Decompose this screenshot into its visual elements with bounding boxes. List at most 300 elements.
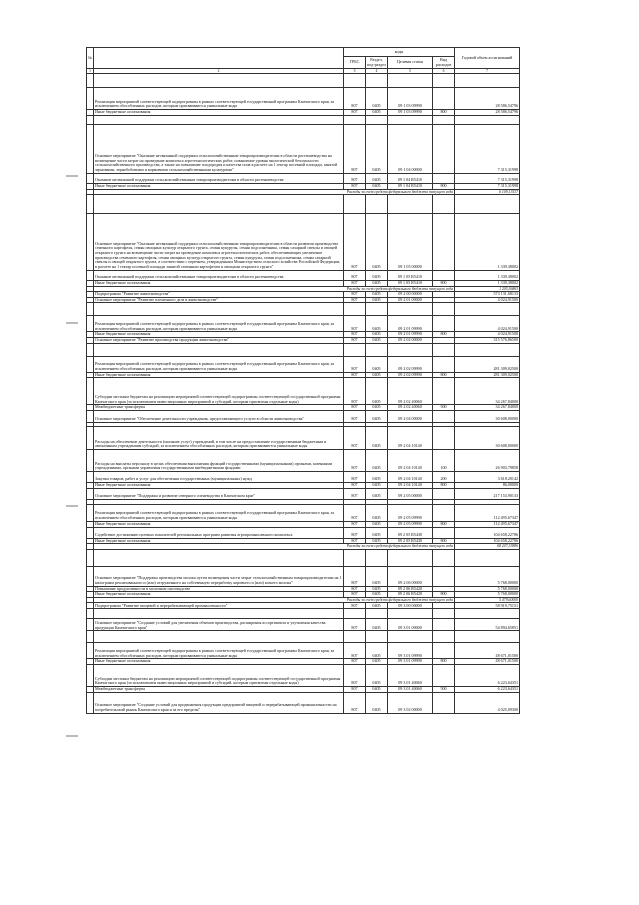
spacer-row: [87, 609, 520, 619]
cell-target: 09 1 03 09990: [388, 110, 433, 116]
cell-razdel: 0405: [366, 592, 388, 598]
cell-target: [388, 549, 433, 566]
cell-num: [87, 173, 94, 183]
cell-desc: Основное мероприятие "Развитие племенного дела в животноводстве": [94, 297, 344, 303]
cell-desc: [94, 303, 344, 316]
cell-razdel: 0405: [366, 643, 388, 659]
cell-desc: Основное мероприятие "Оказание несвязанной поддержки сельскохозяйственным товаропроизводителям в области развития производства семенного картофеля, семян овощных культур открытого грунта, семян кукурузы, семян подсолнечника, семян сахарной свеклы и овощей открытого грунта на возмещение части затрат на проведение комплекса агротехнологических работ, обеспечивающих увеличение производства семенного картофеля, семян овощных культур открытого грунта, семян кукурузы, семян подсолнечника, семян сахарной свеклы и овощей открытого грунта, в соответствии с перечнем, утвержденным Министерством сельского хозяйства Российской Федерации, в расчете на 1 гектар посевной площади занятой семенным картофелем и овощами открытого грунта": [94, 213, 344, 270]
cell-sum: 7 315,31998: [455, 183, 520, 189]
scan-mark: [66, 505, 78, 507]
cell-grbs: 807: [344, 270, 366, 280]
cell-num: [87, 450, 94, 472]
cell-target: 09 2 04 10140: [388, 483, 433, 489]
cell-num: [87, 631, 94, 643]
cell-target: 09 1 05 R5410: [388, 280, 433, 286]
cell-sum: 1 205,36863: [455, 286, 520, 291]
cell-expense-type: [433, 124, 455, 173]
cell-razdel: 0405: [366, 504, 388, 521]
cell-desc: Основное мероприятие "Оказание несвязанной поддержки сельскохозяйственным товаропроизводителям в области растениеводства на возмещение части затрат на проведение комплекса агротехнологических работ, повышение уровня экологической безопасности сельскохозяйственного производства, а также на повышение плодородия и качества почв в расчете на 1 гектар посевной площади, занятой зерновыми, зернобобовыми и кормовыми сельскохозяйственными культурами": [94, 124, 344, 173]
spacer-row: [87, 194, 520, 213]
cell-razdel: 0405: [366, 88, 388, 110]
cell-grbs: 807: [344, 521, 366, 527]
cell-num: [87, 213, 94, 270]
table-row: [87, 504, 520, 521]
header-num: №: [87, 48, 94, 69]
cell-target: 09 2 06 R5420: [388, 592, 433, 598]
table-row: [87, 566, 520, 586]
cell-num: [87, 549, 94, 566]
cell-desc: Субсидии местным бюджетам на реализацию мероприятий соответствующей подпрограммы соответствующей государственной программы Камчатского края (за исключением инвестиционных мероприятий и субсидий, которым присвоены отдельные коды): [94, 665, 344, 687]
cell-num: [87, 270, 94, 280]
cell-sum: 34 267,84000: [455, 378, 520, 405]
header-codes: коды: [344, 48, 455, 57]
col-num-1: 1: [87, 69, 94, 74]
cell-sum: [455, 631, 520, 643]
cell-razdel: 0405: [366, 183, 388, 189]
cell-razdel: [366, 303, 388, 316]
cell-num: [87, 504, 94, 521]
cell-sum: 4 024,91500: [455, 316, 520, 332]
cell-expense-type: [433, 378, 455, 405]
cell-num: [87, 356, 94, 372]
cell-razdel: [366, 549, 388, 566]
scan-mark: [66, 175, 78, 177]
cell-target: 09 1 04 R5410: [388, 173, 433, 183]
cell-target: 09 2 06 R5420: [388, 586, 433, 592]
cell-grbs: 807: [344, 488, 366, 499]
cell-razdel: 0405: [366, 538, 388, 544]
table-row: [87, 378, 520, 405]
cell-expense-type: [433, 194, 455, 213]
cell-razdel: [366, 631, 388, 643]
cell-num: [87, 472, 94, 483]
col-num-6: 6: [433, 69, 455, 74]
cell-desc: Повышение продуктивности в молочном скотоводстве: [94, 586, 344, 592]
cell-razdel: 0405: [366, 687, 388, 693]
cell-sum: 4 024,91500: [455, 332, 520, 338]
cell-sum: [455, 549, 520, 566]
cell-desc: Реализация мероприятий соответствующей подпрограммы в рамках соответствующей государственной программы Камчатского края, за исключением обособленных расходов, которым присваиваются уникальные коды: [94, 643, 344, 659]
col-num-2: 2: [94, 69, 344, 74]
cell-target: 09 1 05 00000: [388, 213, 433, 270]
cell-grbs: 807: [344, 411, 366, 423]
cell-desc: [94, 549, 344, 566]
cell-razdel: 0405: [366, 213, 388, 270]
cell-target: 09 3 01 40060: [388, 665, 433, 687]
cell-sum: 30 608,00000: [455, 411, 520, 423]
col-num-3: 3: [344, 69, 366, 74]
cell-razdel: 0405: [366, 619, 388, 631]
cell-target: 09 1 04 00000: [388, 124, 433, 173]
cell-sum: 68 207,33886: [455, 544, 520, 549]
cell-sum: 281 309,02500: [455, 372, 520, 378]
cell-desc: Реализация мероприятий соответствующей подпрограммы в рамках соответствующей государственной программы Камчатского края, за исключением обособленных расходов, которым присваиваются уникальные коды: [94, 316, 344, 332]
cell-expense-type: [433, 316, 455, 332]
cell-target: 09 2 05 R5430: [388, 538, 433, 544]
cell-target: 09 2 04 10140: [388, 450, 433, 472]
cell-desc: Иные бюджетные ассигнования: [94, 110, 344, 116]
scan-mark: [66, 735, 78, 737]
budget-table: [86, 47, 520, 714]
cell-num: [87, 692, 94, 713]
cell-desc: Основное мероприятие "Поддержка производства молока путем возмещения части затрат сельскохозяйственным товаропроизводителям на 1 килограмм реализованного и (или) отгруженного на собственную переработку коровьего и (или) козьего молока": [94, 566, 344, 586]
cell-desc: [94, 609, 344, 619]
cell-expense-type: 500: [433, 687, 455, 693]
table-row: [87, 270, 520, 280]
cell-sum: 1 339,38002: [455, 270, 520, 280]
cell-desc: Иные бюджетные ассигнования: [94, 183, 344, 189]
cell-sum: [455, 194, 520, 213]
table-row: [87, 213, 520, 270]
cell-sum: 5 479,60000: [455, 598, 520, 603]
cell-razdel: 0405: [366, 372, 388, 378]
cell-grbs: 807: [344, 372, 366, 378]
cell-expense-type: [433, 173, 455, 183]
cell-razdel: 0405: [366, 427, 388, 450]
cell-num: [87, 665, 94, 687]
cell-desc: Иные бюджетные ассигнования: [94, 521, 344, 527]
cell-grbs: [344, 631, 366, 643]
cell-razdel: 0405: [366, 411, 388, 423]
cell-desc: Основное мероприятие "Создание условий для продвижения продукции предприятий пищевой и перерабатывающей промышленности на потребительский рынок Камчатского края и за его пределы": [94, 692, 344, 713]
cell-expense-type: 200: [433, 472, 455, 483]
cell-desc: [94, 194, 344, 213]
cell-desc: [94, 74, 344, 88]
cell-note: Расходы за счет средств федерального бюджета текущего года: [94, 544, 455, 549]
cell-expense-type: 100: [433, 450, 455, 472]
cell-expense-type: [433, 303, 455, 316]
cell-expense-type: [433, 115, 455, 124]
cell-grbs: 807: [344, 332, 366, 338]
cell-grbs: [344, 343, 366, 356]
cell-sum: [455, 115, 520, 124]
cell-expense-type: [433, 427, 455, 450]
cell-sum: 1 339,38002: [455, 213, 520, 270]
cell-target: 09 1 03 09990: [388, 88, 433, 110]
cell-sum: 5 768,00000: [455, 566, 520, 586]
col-num-4: 4: [366, 69, 388, 74]
table-row: [87, 316, 520, 332]
cell-num: [87, 194, 94, 213]
cell-grbs: 807: [344, 483, 366, 489]
cell-sum: 30 608,00000: [455, 427, 520, 450]
cell-sum: 7 315,31998: [455, 173, 520, 183]
cell-sum: [455, 609, 520, 619]
cell-grbs: 807: [344, 504, 366, 521]
cell-num: [87, 411, 94, 423]
cell-grbs: 807: [344, 316, 366, 332]
spacer-row: [87, 115, 520, 124]
cell-expense-type: 800: [433, 332, 455, 338]
cell-razdel: 0405: [366, 173, 388, 183]
spacer-row: [87, 74, 520, 88]
cell-sum: [455, 74, 520, 88]
cell-desc: Иные бюджетные ассигнования: [94, 483, 344, 489]
cell-note: Расходы за счет средств федерального бюджета текущего года: [94, 189, 455, 194]
cell-desc: Оказание несвязанной поддержки сельскохозяйственным товаропроизводителям в области растениеводства: [94, 173, 344, 183]
cell-grbs: 807: [344, 356, 366, 372]
cell-target: [388, 631, 433, 643]
cell-grbs: 807: [344, 566, 366, 586]
cell-desc: Иные бюджетные ассигнования: [94, 592, 344, 598]
cell-num: [87, 427, 94, 450]
cell-note: Расходы за счет средств федерального бюджета текущего года: [94, 286, 455, 291]
cell-razdel: 0405: [366, 280, 388, 286]
cell-sum: 112 495,67347: [455, 504, 520, 521]
cell-razdel: 0405: [366, 338, 388, 344]
cell-target: 09 2 05 R5430: [388, 527, 433, 538]
cell-grbs: 807: [344, 378, 366, 405]
cell-grbs: 807: [344, 450, 366, 472]
cell-sum: 217 153,90133: [455, 488, 520, 499]
cell-expense-type: 800: [433, 280, 455, 286]
table-row: [87, 692, 520, 713]
cell-grbs: 807: [344, 280, 366, 286]
cell-desc: Реализация мероприятий соответствующей подпрограммы в рамках соответствующей государственной программы Камчатского края, за исключением обособленных расходов, которым присваиваются уникальные коды: [94, 504, 344, 521]
cell-razdel: [366, 115, 388, 124]
col-num-7: 7: [455, 69, 520, 74]
cell-grbs: 807: [344, 643, 366, 659]
cell-expense-type: [433, 549, 455, 566]
cell-sum: 281 309,02500: [455, 356, 520, 372]
header-target: Целевая статья: [388, 57, 433, 69]
cell-target: 09 2 01 09990: [388, 316, 433, 332]
cell-desc: Основное мероприятие "Обеспечение деятельности учреждения, предоставляющего услуги в области животноводства": [94, 411, 344, 423]
cell-target: 09 2 01 00000: [388, 297, 433, 303]
cell-grbs: 807: [344, 427, 366, 450]
cell-desc: [94, 343, 344, 356]
cell-target: 09 3 01 09990: [388, 643, 433, 659]
cell-num: [87, 378, 94, 405]
cell-grbs: 807: [344, 405, 366, 411]
cell-desc: Закупка товаров, работ и услуг для обеспечения государственных (муниципальных) нужд: [94, 472, 344, 483]
cell-expense-type: [433, 692, 455, 713]
cell-grbs: 807: [344, 687, 366, 693]
cell-razdel: 0405: [366, 124, 388, 173]
cell-grbs: 807: [344, 592, 366, 598]
cell-desc: Оказание несвязанной поддержки сельскохозяйственным товаропроизводителям в области растениеводства: [94, 270, 344, 280]
cell-sum: 112 495,67347: [455, 521, 520, 527]
cell-expense-type: [433, 356, 455, 372]
cell-expense-type: 800: [433, 521, 455, 527]
cell-expense-type: [433, 619, 455, 631]
cell-sum: 7 315,31998: [455, 124, 520, 173]
cell-target: 09 1 05 R5410: [388, 270, 433, 280]
cell-expense-type: 800: [433, 592, 455, 598]
cell-num: [87, 343, 94, 356]
cell-desc: Иные бюджетные ассигнования: [94, 332, 344, 338]
cell-razdel: 0405: [366, 110, 388, 116]
cell-num: [87, 527, 94, 538]
cell-expense-type: [433, 609, 455, 619]
cell-grbs: 807: [344, 338, 366, 344]
cell-expense-type: 800: [433, 372, 455, 378]
cell-expense-type: [433, 411, 455, 423]
cell-num: [87, 619, 94, 631]
cell-target: 09 2 04 00000: [388, 411, 433, 423]
cell-razdel: 0405: [366, 665, 388, 687]
col-num-5: 5: [388, 69, 433, 74]
cell-razdel: 0405: [366, 488, 388, 499]
cell-desc: Межбюджетные трансферты: [94, 687, 344, 693]
cell-razdel: [366, 194, 388, 213]
table-row: [87, 488, 520, 499]
cell-razdel: 0405: [366, 659, 388, 665]
cell-expense-type: [433, 643, 455, 659]
cell-desc: Реализация мероприятий соответствующей подпрограммы в рамках соответствующей государственной программы Камчатского края, за исключением обособленных расходов, которым присваиваются уникальные коды: [94, 356, 344, 372]
cell-num: [87, 303, 94, 316]
table-row: [87, 124, 520, 173]
cell-sum: [455, 343, 520, 356]
cell-desc: Иные бюджетные ассигнования: [94, 280, 344, 286]
cell-razdel: 0405: [366, 405, 388, 411]
table-row: [87, 88, 520, 110]
cell-desc: Иные бюджетные ассигнования: [94, 659, 344, 665]
cell-sum: 104 658,22786: [455, 538, 520, 544]
cell-sum: 48 671,01500: [455, 643, 520, 659]
cell-note: Расходы за счет средств федерального бюджета текущего года: [94, 598, 455, 603]
cell-razdel: 0405: [366, 472, 388, 483]
cell-sum: 5 768,00000: [455, 592, 520, 598]
cell-sum: 86,00000: [455, 483, 520, 489]
table-row: [87, 411, 520, 423]
table-row: [87, 643, 520, 659]
cell-num: [87, 488, 94, 499]
cell-razdel: [366, 609, 388, 619]
cell-razdel: 0405: [366, 291, 388, 297]
cell-target: 09 2 05 09990: [388, 521, 433, 527]
cell-expense-type: 800: [433, 659, 455, 665]
cell-razdel: 0405: [366, 316, 388, 332]
table-row: [87, 427, 520, 450]
cell-razdel: 0405: [366, 450, 388, 472]
cell-sum: 1 339,38002: [455, 280, 520, 286]
cell-target: 09 2 05 00000: [388, 488, 433, 499]
cell-grbs: [344, 549, 366, 566]
cell-target: 09 3 01 40060: [388, 687, 433, 693]
cell-razdel: 0405: [366, 483, 388, 489]
cell-grbs: 807: [344, 213, 366, 270]
cell-sum: 54 894,65851: [455, 619, 520, 631]
spacer-row: [87, 303, 520, 316]
cell-target: 09 3 01 09990: [388, 659, 433, 665]
cell-grbs: [344, 74, 366, 88]
cell-grbs: 807: [344, 124, 366, 173]
cell-grbs: 807: [344, 603, 366, 609]
cell-num: [87, 74, 94, 88]
cell-target: [388, 303, 433, 316]
cell-target: 09 1 04 R5410: [388, 183, 433, 189]
header-description: [94, 48, 344, 69]
cell-grbs: 807: [344, 692, 366, 713]
cell-razdel: 0405: [366, 332, 388, 338]
header-razdel: Раздел, под-раздел: [367, 56, 386, 67]
header-grbs: ГРБС: [344, 57, 366, 69]
cell-desc: Основное мероприятие "Создание условий для увеличения объемов производства, расширения ассортимента и улучшения качества продукции Камчатского края": [94, 619, 344, 631]
cell-target: 09 2 02 00000: [388, 338, 433, 344]
cell-desc: [94, 631, 344, 643]
cell-grbs: 807: [344, 110, 366, 116]
cell-target: 09 3 02 00000: [388, 692, 433, 713]
cell-expense-type: 800: [433, 183, 455, 189]
cell-grbs: 807: [344, 619, 366, 631]
cell-sum: 315 576,86500: [455, 338, 520, 344]
cell-sum: 48 671,01500: [455, 659, 520, 665]
table-row: [87, 619, 520, 631]
table-row: [87, 527, 520, 538]
cell-razdel: 0405: [366, 270, 388, 280]
cell-desc: Подпрограмма "Развитие пищевой и перерабатывающей промышленности": [94, 603, 344, 609]
cell-sum: 4 025,09300: [455, 692, 520, 713]
table-row: [87, 472, 520, 483]
header-sum: Годовой объем ассигнований: [455, 48, 520, 69]
cell-grbs: 807: [344, 173, 366, 183]
cell-desc: Основное мероприятие "Развитие производства продукции животноводства": [94, 338, 344, 344]
cell-sum: 28 586,54796: [455, 110, 520, 116]
spacer-row: [87, 631, 520, 643]
cell-desc: [94, 115, 344, 124]
cell-expense-type: [433, 665, 455, 687]
cell-expense-type: 800: [433, 483, 455, 489]
cell-num: [87, 609, 94, 619]
cell-sum: 104 658,22786: [455, 527, 520, 538]
cell-grbs: 807: [344, 586, 366, 592]
cell-grbs: 807: [344, 297, 366, 303]
cell-target: [388, 194, 433, 213]
cell-expense-type: 800: [433, 538, 455, 544]
scan-mark: [66, 322, 78, 324]
cell-razdel: 0405: [366, 527, 388, 538]
cell-target: [388, 115, 433, 124]
cell-grbs: [344, 609, 366, 619]
cell-num: [87, 115, 94, 124]
cell-sum: 573 131,68133: [455, 291, 520, 297]
cell-target: 09 2 01 09990: [388, 332, 433, 338]
cell-razdel: 0405: [366, 603, 388, 609]
cell-razdel: 0405: [366, 521, 388, 527]
cell-expense-type: [433, 74, 455, 88]
cell-desc: Содействие достижению целевых показателей региональных программ развития агропромышленного комплекса: [94, 527, 344, 538]
cell-target: [388, 74, 433, 88]
spacer-row: [87, 343, 520, 356]
cell-grbs: 807: [344, 291, 366, 297]
cell-sum: 34 267,84000: [455, 405, 520, 411]
cell-num: [87, 643, 94, 659]
cell-razdel: [366, 74, 388, 88]
cell-grbs: 807: [344, 538, 366, 544]
cell-desc: Реализация мероприятий соответствующей подпрограммы в рамках соответствующей государственной программы Камчатского края, за исключением обособленных расходов, которым присваиваются уникальные коды: [94, 88, 344, 110]
cell-target: 09 2 05 09990: [388, 504, 433, 521]
cell-target: 09 2 04 10140: [388, 427, 433, 450]
cell-num: [87, 566, 94, 586]
cell-expense-type: [433, 213, 455, 270]
cell-expense-type: [433, 270, 455, 280]
cell-desc: Расходы на обеспечение деятельности (оказание услуг) учреждений, в том числе на предоставление государственным бюджетным и автономным учреждениям субсидий, за исключением обособленных расходов, которым присваиваются уникальные коды: [94, 427, 344, 450]
cell-target: [388, 343, 433, 356]
cell-expense-type: [433, 488, 455, 499]
cell-razdel: 0405: [366, 378, 388, 405]
cell-target: 09 2 04 10140: [388, 472, 433, 483]
cell-grbs: [344, 303, 366, 316]
cell-sum: 6 223,64351: [455, 665, 520, 687]
cell-target: 09 2 02 09990: [388, 372, 433, 378]
cell-grbs: 807: [344, 665, 366, 687]
spacer-row: [87, 549, 520, 566]
table-row: [87, 665, 520, 687]
cell-desc: Расходы на выплаты персоналу в целях обеспечения выполнения функций государственными (муниципальными) органами, казенными учреждениями, органами управления государственными внебюджетными фондами: [94, 450, 344, 472]
cell-grbs: [344, 115, 366, 124]
cell-sum: 3 618,20142: [455, 472, 520, 483]
